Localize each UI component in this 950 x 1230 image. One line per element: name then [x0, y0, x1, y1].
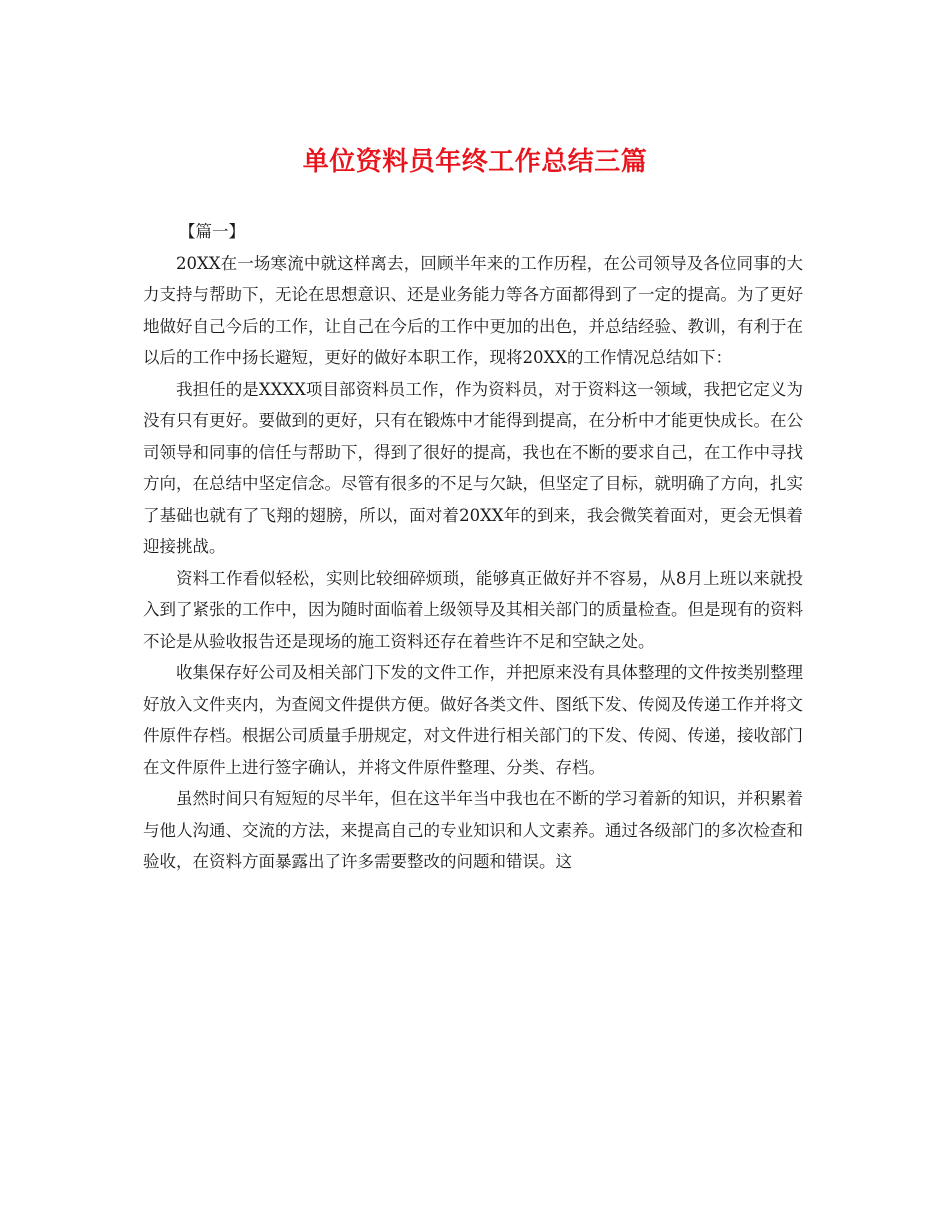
- paragraph-5: 虽然时间只有短短的尽半年，但在这半年当中我也在不断的学习着新的知识，并积累着与他人沟通、交流的方法，来提高自己的专业知识和人文素养。通过各级部门的多次检查和验收，在资料方面暴露出了许多需要整改的问题和错误。这: [143, 789, 803, 871]
- document-body: [143, 216, 803, 878]
- paragraph-2: 我担任的是XXXX项目部资料员工作，作为资料员，对于资料这一领域，我把它定义为没有只有更好。要做到的更好，只有在锻炼中才能得到提高，在分析中才能更快成长。在公司领导和同事的信任与帮助下，得到了很好的提高，我也在不断的要求自己，在工作中寻找方向，在总结中坚定信念。尽管有很多的不足与欠缺，但坚定了目标，就明确了方向，扎实了基础也就有了飞翔的翅膀，所以，面对着20XX年的到来，我会微笑着面对，更会无惧着迎接挑战。: [143, 379, 803, 556]
- paragraph-4: 收集保存好公司及相关部门下发的文件工作，并把原来没有具体整理的文件按类别整理好放入文件夹内，为查阅文件提供方便。做好各类文件、图纸下发、传阅及传递工作并将文件原件存档。根据公司质量手册规定，对文件进行相关部门的下发、传阅、传递，接收部门在文件原件上进行签字确认，并将文件原件整理、分类、存档。: [143, 663, 803, 777]
- paragraph-1: 20XX在一场寒流中就这样离去，回顾半年来的工作历程，在公司领导及各位同事的大力支持与帮助下，无论在思想意识、还是业务能力等各方面都得到了一定的提高。为了更好地做好自己今后的工作，让自己在今后的工作中更加的出色，并总结经验、教训，有利于在以后的工作中扬长避短，更好的做好本职工作，现将20XX的工作情况总结如下：: [143, 253, 803, 367]
- section-label: 【篇一】: [179, 222, 245, 241]
- document-title: 单位资料员年终工作总结三篇: [302, 147, 648, 177]
- paragraph-3: 资料工作看似轻松，实则比较细碎烦琐，能够真正做好并不容易，从8月上班以来就投入到了紧张的工作中，因为随时面临着上级领导及其相关部门的质量检查。但是现有的资料不论是从验收报告还是现场的施工资料还存在着些许不足和空缺之处。: [143, 568, 803, 651]
